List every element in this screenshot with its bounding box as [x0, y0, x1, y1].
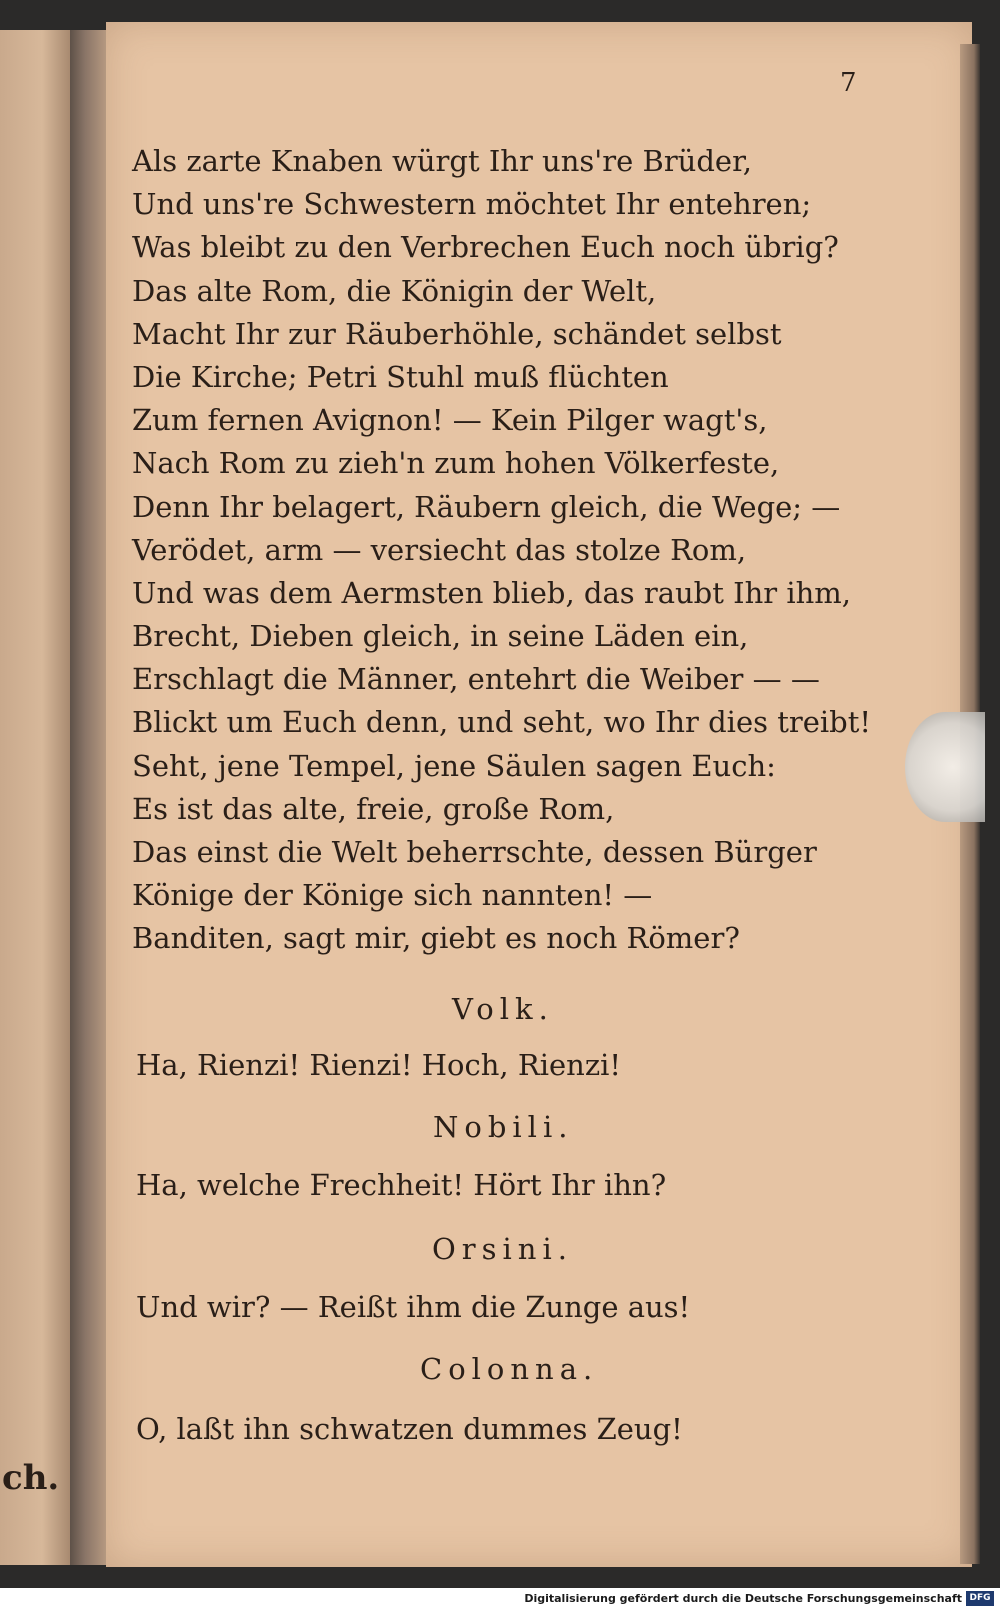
- verse-line: Seht, jene Tempel, jene Säulen sagen Euch:: [132, 748, 776, 783]
- page-clip: [905, 712, 985, 822]
- page-number: 7: [840, 68, 857, 98]
- verse-line: Brecht, Dieben gleich, in seine Läden ein,: [132, 619, 749, 654]
- speaker-name: Orsini.: [432, 1232, 573, 1266]
- verse-line: Es ist das alte, freie, große Rom,: [132, 791, 615, 826]
- verse-block: [132, 140, 912, 961]
- verse-line: Was bleibt zu den Verbrechen Euch noch übrig?: [132, 230, 839, 265]
- footer-credit: Digitalisierung gefördert durch die Deutsche Forschungsgemeinschaft: [524, 1592, 962, 1605]
- verse-line: Denn Ihr belagert, Räubern gleich, die Wege; —: [132, 489, 841, 524]
- verse-line: Könige der Könige sich nannten! —: [132, 878, 653, 913]
- digitization-footer: [0, 1588, 1000, 1610]
- speaker-name: Colonna.: [420, 1352, 599, 1386]
- verse-line: Verödet, arm — versiecht das stolze Rom,: [132, 532, 747, 567]
- speech-line: Und wir? — Reißt ihm die Zunge aus!: [136, 1290, 691, 1324]
- verse-line: Nach Rom zu zieh'n zum hohen Völkerfeste,: [132, 446, 780, 481]
- speaker-name: Nobili.: [433, 1110, 574, 1144]
- verse-line: Und uns're Schwestern möchtet Ihr entehren;: [132, 187, 812, 222]
- verse-line: Macht Ihr zur Räuberhöhle, schändet selbst: [132, 316, 782, 351]
- verse-line: Das alte Rom, die Königin der Welt,: [132, 273, 657, 308]
- verse-line: Zum fernen Avignon! — Kein Pilger wagt's,: [132, 403, 768, 438]
- speech-line: Ha, welche Frechheit! Hört Ihr ihn?: [136, 1168, 667, 1202]
- verse-line: Und was dem Aermsten blieb, das raubt Ihr ihm,: [132, 575, 851, 610]
- verse-line: Das einst die Welt beherrschte, dessen Bürger: [132, 835, 817, 869]
- verse-line: Banditen, sagt mir, giebt es noch Römer?: [132, 921, 740, 956]
- left-page-fragment: ch.: [2, 1458, 60, 1498]
- dfg-logo: DFG: [966, 1591, 994, 1606]
- speech-line: O, laßt ihn schwatzen dummes Zeug!: [136, 1412, 683, 1446]
- verse-line: Die Kirche; Petri Stuhl muß flüchten: [132, 359, 669, 394]
- speaker-name: Volk.: [452, 992, 554, 1026]
- verse-line: Erschlagt die Männer, entehrt die Weiber — —: [132, 662, 820, 697]
- verse-line: Blickt um Euch denn, und seht, wo Ihr dies treibt!: [132, 705, 872, 740]
- book-gutter: [70, 30, 108, 1565]
- left-page: [0, 30, 70, 1565]
- speech-line: Ha, Rienzi! Rienzi! Hoch, Rienzi!: [136, 1048, 622, 1082]
- verse-line: Als zarte Knaben würgt Ihr uns're Brüder,: [132, 144, 752, 178]
